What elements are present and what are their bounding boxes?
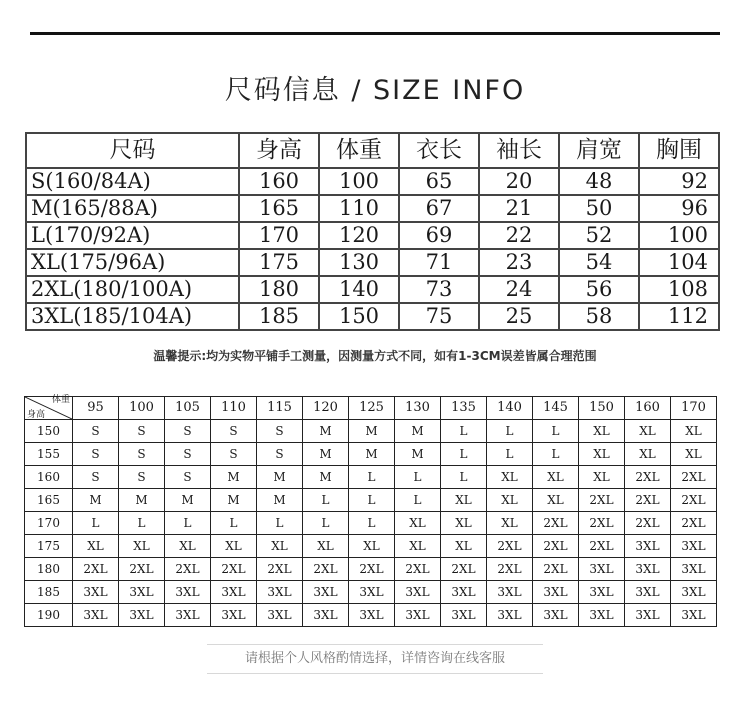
size-height: 165 <box>239 195 319 222</box>
chart-weight-header: 150 <box>579 397 625 420</box>
size-length: 75 <box>399 303 479 330</box>
chart-size-cell: XL <box>441 535 487 558</box>
chart-size-cell: M <box>303 443 349 466</box>
chart-size-cell: M <box>349 443 395 466</box>
chart-size-cell: XL <box>165 535 211 558</box>
size-chest: 100 <box>639 222 719 249</box>
chart-size-cell: L <box>533 420 579 443</box>
page-title: 尺码信息 / SIZE INFO <box>224 75 526 106</box>
size-row <box>26 276 719 303</box>
chart-size-cell: 3XL <box>165 581 211 604</box>
chart-size-cell: 3XL <box>349 581 395 604</box>
chart-weight-header: 125 <box>349 397 395 420</box>
size-row <box>26 168 719 195</box>
chart-size-cell: L <box>73 512 119 535</box>
chart-size-cell: S <box>257 420 303 443</box>
size-chest: 96 <box>639 195 719 222</box>
chart-height-header: 165 <box>25 489 73 512</box>
chart-size-cell: 2XL <box>579 512 625 535</box>
chart-size-cell: M <box>395 420 441 443</box>
chart-size-cell: 2XL <box>625 489 671 512</box>
chart-weight-header: 100 <box>119 397 165 420</box>
chart-size-cell: L <box>257 512 303 535</box>
chart-row <box>25 604 717 627</box>
height-weight-size-chart <box>24 396 717 627</box>
chart-size-cell: L <box>395 466 441 489</box>
chart-size-cell: XL <box>625 420 671 443</box>
chart-size-cell: XL <box>303 535 349 558</box>
chart-size-cell: L <box>303 489 349 512</box>
size-length: 67 <box>399 195 479 222</box>
chart-size-cell: XL <box>441 489 487 512</box>
header-sleeve: 袖长 <box>479 133 559 168</box>
chart-size-cell: XL <box>73 535 119 558</box>
header-length: 衣长 <box>399 133 479 168</box>
chart-weight-header: 145 <box>533 397 579 420</box>
header-height: 身高 <box>239 133 319 168</box>
chart-size-cell: XL <box>211 535 257 558</box>
chart-weight-header: 120 <box>303 397 349 420</box>
chart-size-cell: S <box>165 420 211 443</box>
chart-size-cell: 2XL <box>579 535 625 558</box>
chart-size-cell: 3XL <box>165 604 211 627</box>
chart-size-cell: 3XL <box>119 604 165 627</box>
corner-label-weight: 体重 <box>51 395 70 405</box>
size-row <box>26 249 719 276</box>
size-row <box>26 195 719 222</box>
chart-size-cell: 3XL <box>671 558 717 581</box>
size-label: L(170/92A) <box>26 222 239 249</box>
chart-weight-header: 135 <box>441 397 487 420</box>
chart-row <box>25 512 717 535</box>
chart-size-cell: S <box>119 443 165 466</box>
chart-size-cell: 3XL <box>579 581 625 604</box>
chart-size-cell: 2XL <box>625 512 671 535</box>
chart-height-header: 150 <box>25 420 73 443</box>
chart-size-cell: M <box>395 443 441 466</box>
size-info-table <box>25 132 720 331</box>
chart-size-cell: S <box>73 443 119 466</box>
chart-size-cell: 2XL <box>441 558 487 581</box>
chart-size-cell: XL <box>671 443 717 466</box>
chart-size-cell: M <box>257 489 303 512</box>
chart-size-cell: 2XL <box>165 558 211 581</box>
chart-size-cell: XL <box>533 489 579 512</box>
chart-size-cell: 2XL <box>303 558 349 581</box>
chart-weight-header: 105 <box>165 397 211 420</box>
chart-size-cell: L <box>303 512 349 535</box>
chart-size-cell: XL <box>487 512 533 535</box>
chart-size-cell: S <box>211 420 257 443</box>
chart-size-cell: S <box>165 466 211 489</box>
chart-weight-header: 140 <box>487 397 533 420</box>
chart-size-cell: L <box>487 443 533 466</box>
size-weight: 140 <box>319 276 399 303</box>
chart-row <box>25 420 717 443</box>
chart-size-cell: 2XL <box>487 558 533 581</box>
size-weight: 100 <box>319 168 399 195</box>
chart-size-cell: M <box>211 489 257 512</box>
chart-row <box>25 558 717 581</box>
header-size: 尺码 <box>26 133 239 168</box>
chart-size-cell: XL <box>441 512 487 535</box>
size-chest: 104 <box>639 249 719 276</box>
size-height: 160 <box>239 168 319 195</box>
chart-size-cell: 2XL <box>257 558 303 581</box>
size-height: 175 <box>239 249 319 276</box>
chart-size-cell: S <box>119 466 165 489</box>
chart-size-cell: 3XL <box>671 581 717 604</box>
chart-size-cell: XL <box>349 535 395 558</box>
size-length: 65 <box>399 168 479 195</box>
chart-size-cell: L <box>165 512 211 535</box>
chart-size-cell: 3XL <box>73 604 119 627</box>
chart-height-header: 170 <box>25 512 73 535</box>
chart-size-cell: L <box>211 512 257 535</box>
chart-size-cell: 3XL <box>579 558 625 581</box>
size-sleeve: 20 <box>479 168 559 195</box>
footer-note: 请根据个人风格酌情选择，详情咨询在线客服 <box>207 644 543 674</box>
size-label: S(160/84A) <box>26 168 239 195</box>
chart-size-cell: S <box>73 420 119 443</box>
size-sleeve: 24 <box>479 276 559 303</box>
chart-size-cell: 3XL <box>257 604 303 627</box>
size-shoulder: 56 <box>559 276 639 303</box>
chart-size-cell: 3XL <box>533 604 579 627</box>
chart-size-cell: XL <box>487 466 533 489</box>
chart-row <box>25 466 717 489</box>
chart-size-cell: 3XL <box>533 581 579 604</box>
chart-size-cell: 2XL <box>211 558 257 581</box>
size-sleeve: 25 <box>479 303 559 330</box>
chart-size-cell: 3XL <box>441 604 487 627</box>
chart-size-cell: M <box>303 466 349 489</box>
header-weight: 体重 <box>319 133 399 168</box>
chart-size-cell: 3XL <box>257 581 303 604</box>
chart-size-cell: S <box>211 443 257 466</box>
chart-size-cell: 3XL <box>625 581 671 604</box>
chart-size-cell: XL <box>395 535 441 558</box>
chart-size-cell: XL <box>257 535 303 558</box>
chart-size-cell: 3XL <box>395 581 441 604</box>
chart-size-cell: 3XL <box>211 581 257 604</box>
chart-size-cell: 3XL <box>579 604 625 627</box>
chart-size-cell: L <box>441 443 487 466</box>
size-length: 69 <box>399 222 479 249</box>
chart-size-cell: 2XL <box>533 512 579 535</box>
chart-size-cell: M <box>119 489 165 512</box>
chart-header-row <box>25 397 717 420</box>
size-row <box>26 303 719 330</box>
chart-size-cell: L <box>349 512 395 535</box>
chart-size-cell: 3XL <box>487 581 533 604</box>
chart-size-cell: 3XL <box>441 581 487 604</box>
chart-size-cell: M <box>349 420 395 443</box>
chart-height-header: 155 <box>25 443 73 466</box>
size-weight: 120 <box>319 222 399 249</box>
chart-size-cell: XL <box>119 535 165 558</box>
chart-weight-header: 130 <box>395 397 441 420</box>
chart-size-cell: M <box>303 420 349 443</box>
top-divider <box>30 32 720 35</box>
chart-size-cell: S <box>119 420 165 443</box>
size-height: 180 <box>239 276 319 303</box>
chart-size-cell: 2XL <box>579 489 625 512</box>
chart-size-cell: M <box>165 489 211 512</box>
size-shoulder: 48 <box>559 168 639 195</box>
chart-size-cell: 3XL <box>625 558 671 581</box>
chart-size-cell: L <box>349 489 395 512</box>
size-chest: 112 <box>639 303 719 330</box>
chart-row <box>25 581 717 604</box>
size-chest: 92 <box>639 168 719 195</box>
size-shoulder: 54 <box>559 249 639 276</box>
size-weight: 150 <box>319 303 399 330</box>
chart-size-cell: 3XL <box>671 535 717 558</box>
size-length: 73 <box>399 276 479 303</box>
size-sleeve: 22 <box>479 222 559 249</box>
chart-height-header: 175 <box>25 535 73 558</box>
chart-height-header: 160 <box>25 466 73 489</box>
chart-size-cell: M <box>257 466 303 489</box>
chart-size-cell: L <box>119 512 165 535</box>
size-shoulder: 52 <box>559 222 639 249</box>
chart-height-header: 180 <box>25 558 73 581</box>
chart-height-header: 190 <box>25 604 73 627</box>
chart-size-cell: 3XL <box>487 604 533 627</box>
chart-size-cell: L <box>349 466 395 489</box>
chart-size-cell: 2XL <box>533 558 579 581</box>
chart-size-cell: 3XL <box>119 581 165 604</box>
chart-size-cell: S <box>165 443 211 466</box>
chart-size-cell: 3XL <box>395 604 441 627</box>
chart-size-cell: XL <box>579 443 625 466</box>
chart-size-cell: 2XL <box>533 535 579 558</box>
chart-size-cell: 2XL <box>671 466 717 489</box>
size-label: 2XL(180/100A) <box>26 276 239 303</box>
size-table-header-row <box>26 133 719 168</box>
chart-size-cell: L <box>533 443 579 466</box>
chart-size-cell: 2XL <box>119 558 165 581</box>
size-label: XL(175/96A) <box>26 249 239 276</box>
chart-size-cell: 3XL <box>73 581 119 604</box>
chart-size-cell: L <box>441 420 487 443</box>
header-chest: 胸围 <box>639 133 719 168</box>
chart-weight-header: 95 <box>73 397 119 420</box>
chart-size-cell: 2XL <box>349 558 395 581</box>
chart-size-cell: M <box>73 489 119 512</box>
chart-weight-header: 170 <box>671 397 717 420</box>
chart-size-cell: L <box>441 466 487 489</box>
chart-size-cell: S <box>257 443 303 466</box>
chart-size-cell: 3XL <box>303 581 349 604</box>
chart-weight-header: 160 <box>625 397 671 420</box>
chart-size-cell: 2XL <box>395 558 441 581</box>
chart-size-cell: S <box>73 466 119 489</box>
size-label: M(165/88A) <box>26 195 239 222</box>
chart-size-cell: 2XL <box>671 489 717 512</box>
size-shoulder: 50 <box>559 195 639 222</box>
chart-size-cell: XL <box>395 512 441 535</box>
chart-size-cell: XL <box>579 420 625 443</box>
chart-size-cell: 3XL <box>349 604 395 627</box>
size-chest: 108 <box>639 276 719 303</box>
chart-size-cell: 2XL <box>671 512 717 535</box>
chart-size-cell: M <box>211 466 257 489</box>
size-weight: 110 <box>319 195 399 222</box>
header-shoulder: 肩宽 <box>559 133 639 168</box>
chart-size-cell: XL <box>671 420 717 443</box>
size-shoulder: 58 <box>559 303 639 330</box>
chart-corner-cell <box>25 397 73 420</box>
chart-size-cell: L <box>395 489 441 512</box>
size-length: 71 <box>399 249 479 276</box>
size-weight: 130 <box>319 249 399 276</box>
chart-size-cell: XL <box>487 489 533 512</box>
size-row <box>26 222 719 249</box>
chart-row <box>25 443 717 466</box>
chart-size-cell: 2XL <box>487 535 533 558</box>
size-label: 3XL(185/104A) <box>26 303 239 330</box>
corner-label-height: 身高 <box>27 410 46 420</box>
chart-size-cell: 3XL <box>625 535 671 558</box>
chart-row <box>25 489 717 512</box>
measurement-tip: 温馨提示:均为实物平铺手工测量，因测量方式不同，如有1-3CM误差皆属合理范围 <box>153 349 597 363</box>
chart-row <box>25 535 717 558</box>
chart-size-cell: L <box>487 420 533 443</box>
chart-weight-header: 110 <box>211 397 257 420</box>
size-height: 185 <box>239 303 319 330</box>
chart-size-cell: XL <box>533 466 579 489</box>
chart-size-cell: 3XL <box>625 604 671 627</box>
size-sleeve: 21 <box>479 195 559 222</box>
chart-size-cell: 3XL <box>211 604 257 627</box>
size-height: 170 <box>239 222 319 249</box>
chart-weight-header: 115 <box>257 397 303 420</box>
chart-size-cell: 3XL <box>671 604 717 627</box>
chart-height-header: 185 <box>25 581 73 604</box>
chart-size-cell: 2XL <box>625 466 671 489</box>
chart-size-cell: XL <box>579 466 625 489</box>
chart-size-cell: 2XL <box>73 558 119 581</box>
chart-size-cell: XL <box>625 443 671 466</box>
size-sleeve: 23 <box>479 249 559 276</box>
chart-size-cell: 3XL <box>303 604 349 627</box>
